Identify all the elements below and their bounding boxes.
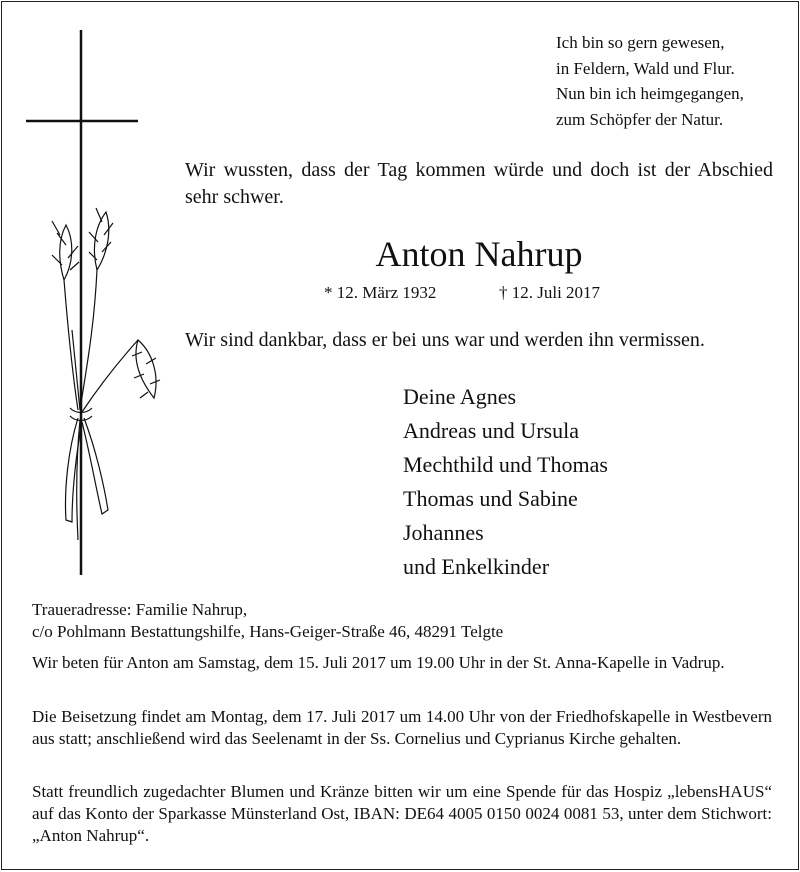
deceased-name: Anton Nahrup (375, 234, 583, 274)
burial-paragraph: Die Beisetzung findet am Montag, dem 17. Juli 2017 um 14.00 Uhr von der Friedhofskapelle in Westbevern aus statt; anschließend wird das Seelenamt in der Ss. Cornelius und Cyprianus Kirche gehalten. (32, 707, 772, 748)
family-list (403, 380, 608, 584)
address-line: c/o Pohlmann Bestattungshilfe, Hans-Geiger-Straße 46, 48291 Telgte (32, 622, 504, 641)
birth-date: * 12. März 1932 (324, 283, 437, 302)
family-member: Johannes (403, 520, 484, 545)
poem-line: Ich bin so gern gewesen, (556, 33, 725, 52)
mourning-address (32, 599, 772, 643)
family-member: Deine Agnes (403, 384, 517, 409)
poem-line: zum Schöpfer der Natur. (556, 109, 724, 129)
family-member: Mechthild und Thomas (403, 452, 608, 477)
intro-text: Wir wussten, dass der Tag kommen würde und doch ist der Abschied sehr schwer. (185, 159, 773, 208)
family-member: Thomas und Sabine (403, 486, 578, 511)
prayer-paragraph: Wir beten für Anton am Samstag, dem 15. Juli 2017 um 19.00 Uhr in der St. Anna-Kapelle in Vadrup. (32, 653, 725, 672)
donation-paragraph: Statt freundlich zugedachter Blumen und Kränze bitten wir um eine Spende für das Hospiz „lebensHAUS“ auf das Konto der Sparkasse Münsterland Ost, IBAN: DE64 4005 0150 0024 0081 53, unter dem Stichwort: „Anton Nahrup“. (32, 782, 772, 845)
family-member: Andreas und Ursula (403, 418, 579, 443)
poem-line: Nun bin ich heimgegangen, (556, 84, 744, 103)
thanks-text: Wir sind dankbar, dass er bei uns war und werden ihn vermissen. (185, 329, 705, 351)
cross-with-wheat-icon (20, 30, 170, 575)
death-date: † 12. Juli 2017 (499, 283, 601, 302)
poem-line: in Feldern, Wald und Flur. (556, 58, 735, 78)
address-line: Traueradresse: Familie Nahrup, (32, 600, 248, 619)
memorial-poem (556, 30, 744, 132)
obituary-notice (1, 1, 799, 870)
family-member: und Enkelkinder (403, 554, 550, 579)
